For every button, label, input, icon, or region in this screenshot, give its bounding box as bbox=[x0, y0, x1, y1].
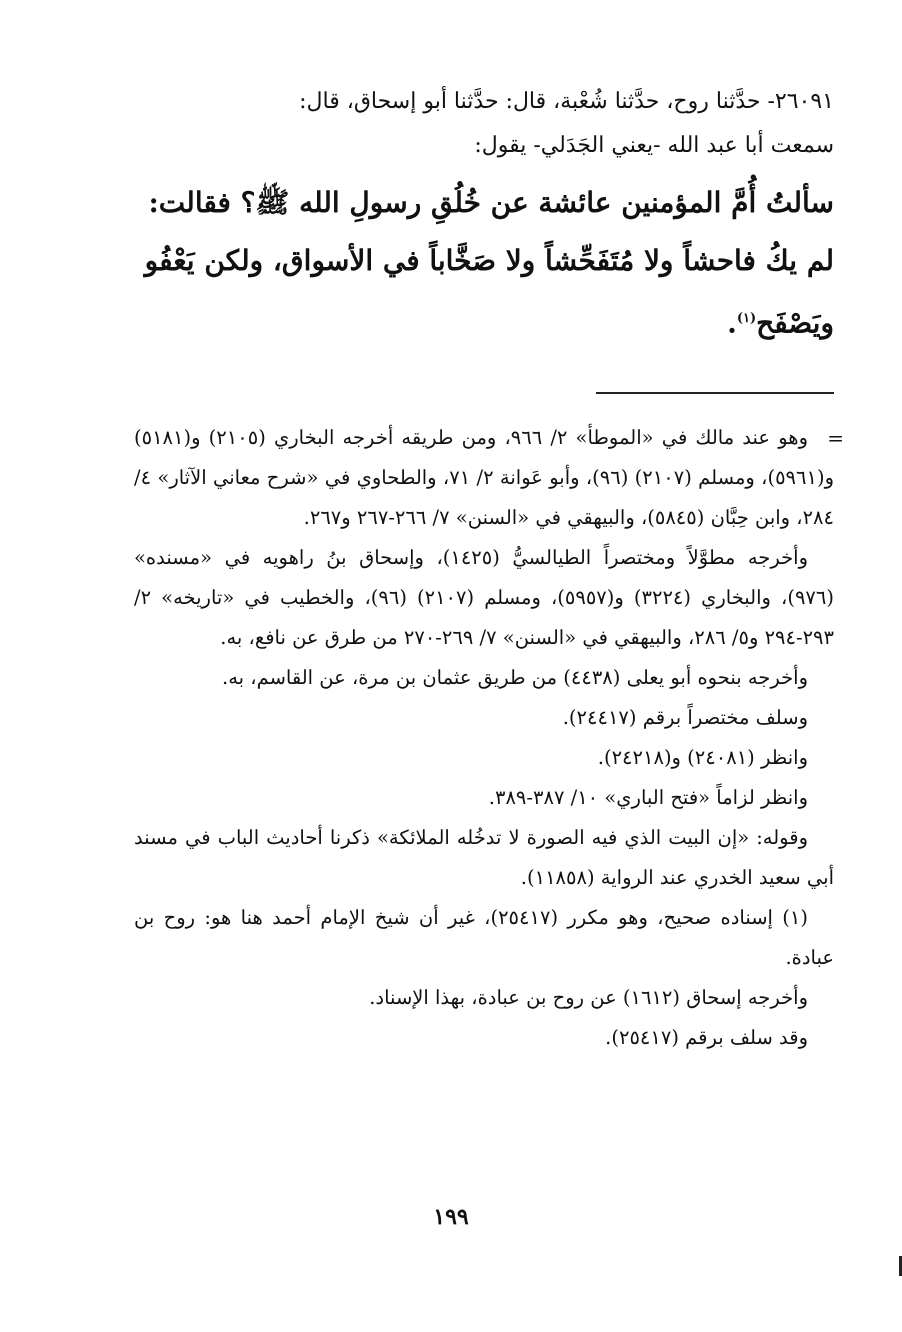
matn-line-3 bbox=[134, 290, 834, 352]
footnote-paragraph: وسلف مختصراً برقم (٢٤٤١٧). bbox=[562, 706, 808, 729]
footnote-paragraph: وهو عند مالك في «الموطأ» ٢/ ٩٦٦، ومن طريقه أخرجه البخاري (٢١٠٥) و(٥١٨١) و(٥٩٦١)، ومسلم (٢١٠٧) (٩٦)، وأبو عَوانة ٢/ ٧١، والطحاوي في «شرح معاني الآثار» ٤/ ٢٨٤، وابن حِبَّان (٥٨٤٥)، والبيهقي في «السنن» ٧/ ٢٦٦-٢٦٧ و٢٦٧. bbox=[134, 426, 834, 529]
footnotes bbox=[134, 418, 834, 1058]
footnote-paragraph: وأخرجه بنحوه أبو يعلى (٤٤٣٨) من طريق عثمان بن مرة، عن القاسم، به. bbox=[222, 666, 808, 689]
footnote-reference: (١) bbox=[736, 311, 757, 326]
hadith-matn bbox=[134, 174, 834, 352]
continuation-mark: = bbox=[827, 426, 844, 450]
hadith-isnad bbox=[134, 80, 834, 168]
footnote-paragraph: وأخرجه إسحاق (١٦١٢) عن روح بن عبادة، بهذا الإسناد. bbox=[369, 986, 808, 1009]
isnad-line-2: سمعت أبا عبد الله -يعني الجَدَلي- يقول: bbox=[474, 133, 834, 158]
footnote-paragraph: وأخرجه مطوَّلاً ومختصراً الطيالسيُّ (١٤٢٥)، وإسحاق بنُ راهويه في «مسنده» (٩٧٦)، والبخاري (٣٢٢٤) و(٥٩٥٧)، ومسلم (٢١٠٧) (٩٦)، والخطيب في «تاريخه» ٢/ ٢٩٣-٢٩٤ و٥/ ٢٨٦، والبيهقي في «السنن» ٧/ ٢٦٩-٢٧٠ من طرق عن نافع، به. bbox=[134, 546, 834, 649]
matn-line-3-text: ويَصْفَح bbox=[756, 306, 834, 340]
footnote-paragraph: وانظر لزاماً «فتح الباري» ١٠/ ٣٨٧-٣٨٩. bbox=[488, 786, 808, 809]
isnad-line-1: ٢٦٠٩١- حدَّثنا روح، حدَّثنا شُعْبة، قال: حدَّثنا أبو إسحاق، قال: bbox=[299, 89, 834, 114]
footnote-paragraph: وقد سلف برقم (٢٥٤١٧). bbox=[605, 1026, 808, 1049]
footnote-paragraph: وانظر (٢٤٠٨١) و(٢٤٢١٨). bbox=[597, 746, 808, 769]
matn-line-1: سألتُ أُمَّ المؤمنين عائشة عن خُلُقِ رسولِ الله ﷺ؟ فقالت: bbox=[148, 186, 834, 219]
footnote-paragraph: وقوله: «إن البيت الذي فيه الصورة لا تدخُله الملائكة» ذكرنا أحاديث الباب في مسند أبي سعيد الخدري عند الرواية (١١٨٥٨). bbox=[134, 826, 834, 889]
matn-line-2: لم يكُ فاحشاً ولا مُتَفَحِّشاً ولا صَخَّاباً في الأسواق، ولكن يَعْفُو bbox=[144, 244, 834, 277]
matn-end: . bbox=[727, 306, 737, 340]
footnote-separator bbox=[596, 392, 834, 394]
footnote-paragraph: (١) إسناده صحيح، وهو مكرر (٢٥٤١٧)، غير أن شيخ الإمام أحمد هنا هو: روح بن عبادة. bbox=[134, 906, 834, 969]
page-number: ١٩٩ bbox=[433, 1204, 469, 1230]
